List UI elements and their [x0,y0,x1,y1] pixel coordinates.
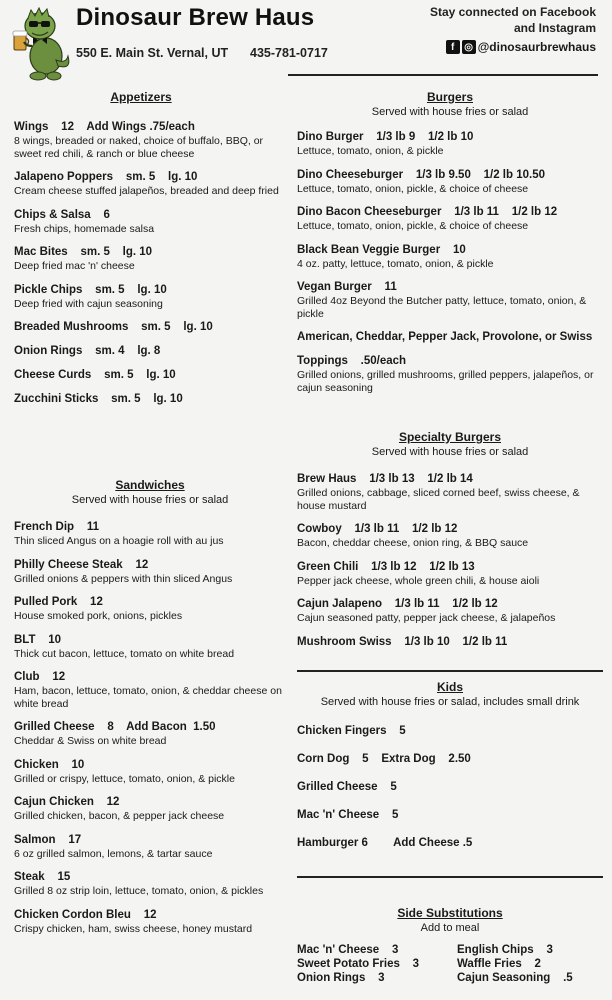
menu-item [14,758,286,786]
side-item: Onion Rings 3 [297,972,385,984]
section-title: Appetizers [110,90,172,104]
menu-item-name: Grilled Cheese 5 [297,781,397,793]
menu-item [297,635,603,649]
right-column [297,90,603,648]
menu-item [14,120,286,160]
section-title: Side Substitutions [397,906,503,920]
menu-item [297,168,603,196]
sides-grid [297,944,603,984]
specialty-burgers-section [297,430,603,649]
social-line-1: Stay connected on Facebook [429,5,596,19]
menu-item [14,595,286,623]
menu-item [14,833,286,861]
menu-item-name: Black Bean Veggie Burger 10 [297,243,466,256]
menu-item-name: Mushroom Swiss 1/3 lb 10 1/2 lb 11 [297,635,508,648]
menu-item-description: Bacon, cheddar cheese, onion ring, & BBQ sauce [297,537,529,549]
menu-item-name: American, Cheddar, Pepper Jack, Provolone, or Swiss [297,331,593,343]
menu-item-name: Cowboy 1/3 lb 11 1/2 lb 12 [297,523,458,535]
menu-item-name: Steak 15 [14,871,71,883]
menu-item-name: Green Chili 1/3 lb 12 1/2 lb 13 [297,560,475,573]
menu-item-name: BLT 10 [14,633,62,646]
menu-item-name: Salmon 17 [14,833,82,846]
section-subtitle: Served with house fries or salad, includes small drink [320,696,580,708]
restaurant-phone[interactable]: 435-781-0717 [250,46,328,60]
menu-item [14,245,286,273]
menu-item [14,908,286,936]
burgers-section [297,90,603,394]
side-item: Waffle Fries 2 [457,958,541,970]
section-title: Specialty Burgers [398,430,502,444]
menu-item-name: Chicken Cordon Bleu 12 [14,908,157,921]
menu-item-description: Fresh chips, homemade salsa [14,222,155,235]
menu-item [14,208,286,236]
section-title: Sandwiches [115,478,185,492]
restaurant-address: 550 E. Main St. Vernal, UT [76,46,229,60]
menu-item-name: Zucchini Sticks sm. 5 lg. 10 [14,393,183,405]
menu-item-name: Cajun Jalapeno 1/3 lb 11 1/2 lb 12 [297,598,498,610]
menu-item-description: Deep fried mac 'n' cheese [14,260,135,272]
menu-item-description: Grilled onions & peppers with thin sliced Angus [14,572,233,585]
menu-item-name: Corn Dog 5 Extra Dog 2.50 [297,753,471,765]
menu-item-name: Wings 12 Add Wings .75/each [14,121,195,133]
menu-item-name: Philly Cheese Steak 12 [14,558,149,571]
instagram-icon[interactable]: ◎ [462,40,476,54]
menu-item-description: Grilled onions, grilled mushrooms, grilled peppers, jalapeños, or cajun seasoning [297,369,594,394]
menu-item [14,392,286,406]
social-handle[interactable]: @dinosaurbrewhaus [477,40,596,54]
restaurant-name: Dinosaur Brew Haus [76,4,315,31]
menu-item-description: Lettuce, tomato, onion, & pickle [297,145,444,157]
header-divider [288,74,598,76]
menu-item-description: 4 oz. patty, lettuce, tomato, onion, & pickle [297,257,494,270]
side-item: Cajun Seasoning .5 [457,972,573,984]
menu-item-name: Chicken 10 [14,758,85,771]
menu-item-name: Dino Bacon Cheeseburger 1/3 lb 11 1/2 lb 12 [297,206,558,218]
menu-item-name: French Dip 11 [14,521,99,533]
menu-item-description: 6 oz grilled salmon, lemons, & tartar sauce [14,847,213,860]
kids-section [297,680,603,850]
menu-item-name: Brew Haus 1/3 lb 13 1/2 lb 14 [297,473,473,485]
menu-item-name: Chips & Salsa 6 [14,208,110,221]
menu-item-name: Cheese Curds sm. 5 lg. 10 [14,369,176,381]
menu-item [14,720,286,748]
menu-item-name: Jalapeno Poppers sm. 5 lg. 10 [14,171,198,183]
menu-item [297,808,603,822]
menu-item [14,283,286,311]
menu-item [297,280,603,320]
section-subtitle: Served with house fries or salad [71,494,229,506]
menu-item-description: Lettuce, tomato, onion, pickle, & choice of cheese [297,182,529,195]
menu-item-name: Pickle Chips sm. 5 lg. 10 [14,283,167,296]
menu-item [14,320,286,334]
menu-item [14,558,286,586]
social-handle-row [434,40,596,54]
menu-item [14,795,286,823]
menu-item-name: Mac Bites sm. 5 lg. 10 [14,246,153,258]
side-item: English Chips 3 [457,944,553,956]
menu-item [14,344,286,358]
menu-item-name: Cajun Chicken 12 [14,796,120,808]
menu-item [297,330,603,344]
menu-item [297,752,603,766]
social-callout [400,4,596,36]
menu-item-description: Cheddar & Swiss on white bread [14,735,167,747]
social-line-2: and Instagram [513,21,596,35]
menu-item-name: Breaded Mushrooms sm. 5 lg. 10 [14,321,213,333]
menu-item-name: Onion Rings sm. 4 lg. 8 [14,345,161,357]
menu-item [14,368,286,382]
menu-item-description: House smoked pork, onions, pickles [14,610,183,622]
kids-divider-bottom [297,876,603,878]
menu-item-description: Thick cut bacon, lettuce, tomato on white bread [14,647,235,660]
kids-divider-top [297,670,603,672]
menu-item [14,870,286,898]
menu-item-description: Deep fried with cajun seasoning [14,297,163,310]
menu-item [297,836,603,850]
menu-item-name: Mac 'n' Cheese 5 [297,809,399,821]
menu-item-name: Hamburger 6 Add Cheese .5 [297,837,473,849]
menu-item [297,354,603,394]
facebook-icon[interactable]: f [446,40,460,54]
menu-item [297,205,603,233]
menu-item-description: Grilled 8 oz strip loin, lettuce, tomato, onion, & pickles [14,885,264,897]
side-item: Mac 'n' Cheese 3 [297,944,399,956]
sides-section [297,906,603,984]
side-item: Sweet Potato Fries 3 [297,958,420,970]
menu-item-description: Pepper jack cheese, whole green chili, & house aioli [297,574,540,587]
menu-item-description: Cajun seasoned patty, pepper jack cheese, & jalapeños [297,612,556,624]
menu-item-description: Grilled chicken, bacon, & pepper jack cheese [14,810,225,822]
section-subtitle: Served with house fries or salad [371,106,529,118]
menu-item [297,560,603,588]
section-subtitle: Add to meal [420,922,480,934]
menu-item [14,520,286,548]
menu-item [14,633,286,661]
menu-item-name: Toppings .50/each [297,355,407,367]
menu-item-name: Chicken Fingers 5 [297,725,406,737]
menu-item-description: Grilled or crispy, lettuce, tomato, onion, & pickle [14,772,235,785]
section-title: Burgers [426,90,473,104]
menu-item-name: Dino Cheeseburger 1/3 lb 9.50 1/2 lb 10.50 [297,168,545,181]
menu-item [14,170,286,198]
menu-item-name: Club 12 [14,671,66,683]
menu-item [297,724,603,738]
menu-item-description: Grilled onions, cabbage, sliced corned beef, swiss cheese, & house mustard [297,487,580,512]
appetizers-section [14,90,286,406]
section-title: Kids [436,680,463,694]
menu-item [297,243,603,271]
menu-header [0,0,612,80]
menu-item-description: 8 wings, breaded or naked, choice of buffalo, BBQ, or sweet red chili, & ranch or blue cheese [14,135,264,160]
menu-item [297,597,603,625]
menu-item [297,472,603,512]
menu-item-name: Vegan Burger 11 [297,281,397,293]
menu-item [297,522,603,550]
menu-item-description: Lettuce, tomato, onion, pickle, & choice of cheese [297,220,529,232]
section-subtitle: Served with house fries or salad [371,446,529,458]
menu-item [297,780,603,794]
menu-item [297,130,603,158]
menu-item-name: Grilled Cheese 8 Add Bacon 1.50 [14,721,216,733]
menu-item-description: Cream cheese stuffed jalapeños, breaded and deep fried [14,185,279,197]
dinosaur-mascot-logo [10,4,76,84]
menu-item-description: Thin sliced Angus on a hoagie roll with au jus [14,535,224,547]
menu-item-description: Ham, bacon, lettuce, tomato, onion, & cheddar cheese on white bread [14,685,282,710]
sandwiches-section [14,478,286,935]
menu-item [14,670,286,710]
menu-item-description: Crispy chicken, ham, swiss cheese, honey mustard [14,922,253,935]
menu-item-name: Dino Burger 1/3 lb 9 1/2 lb 10 [297,131,474,143]
menu-item-description: Grilled 4oz Beyond the Butcher patty, lettuce, tomato, onion, & pickle [297,295,587,320]
menu-item-name: Pulled Pork 12 [14,596,103,608]
left-column [14,90,286,935]
